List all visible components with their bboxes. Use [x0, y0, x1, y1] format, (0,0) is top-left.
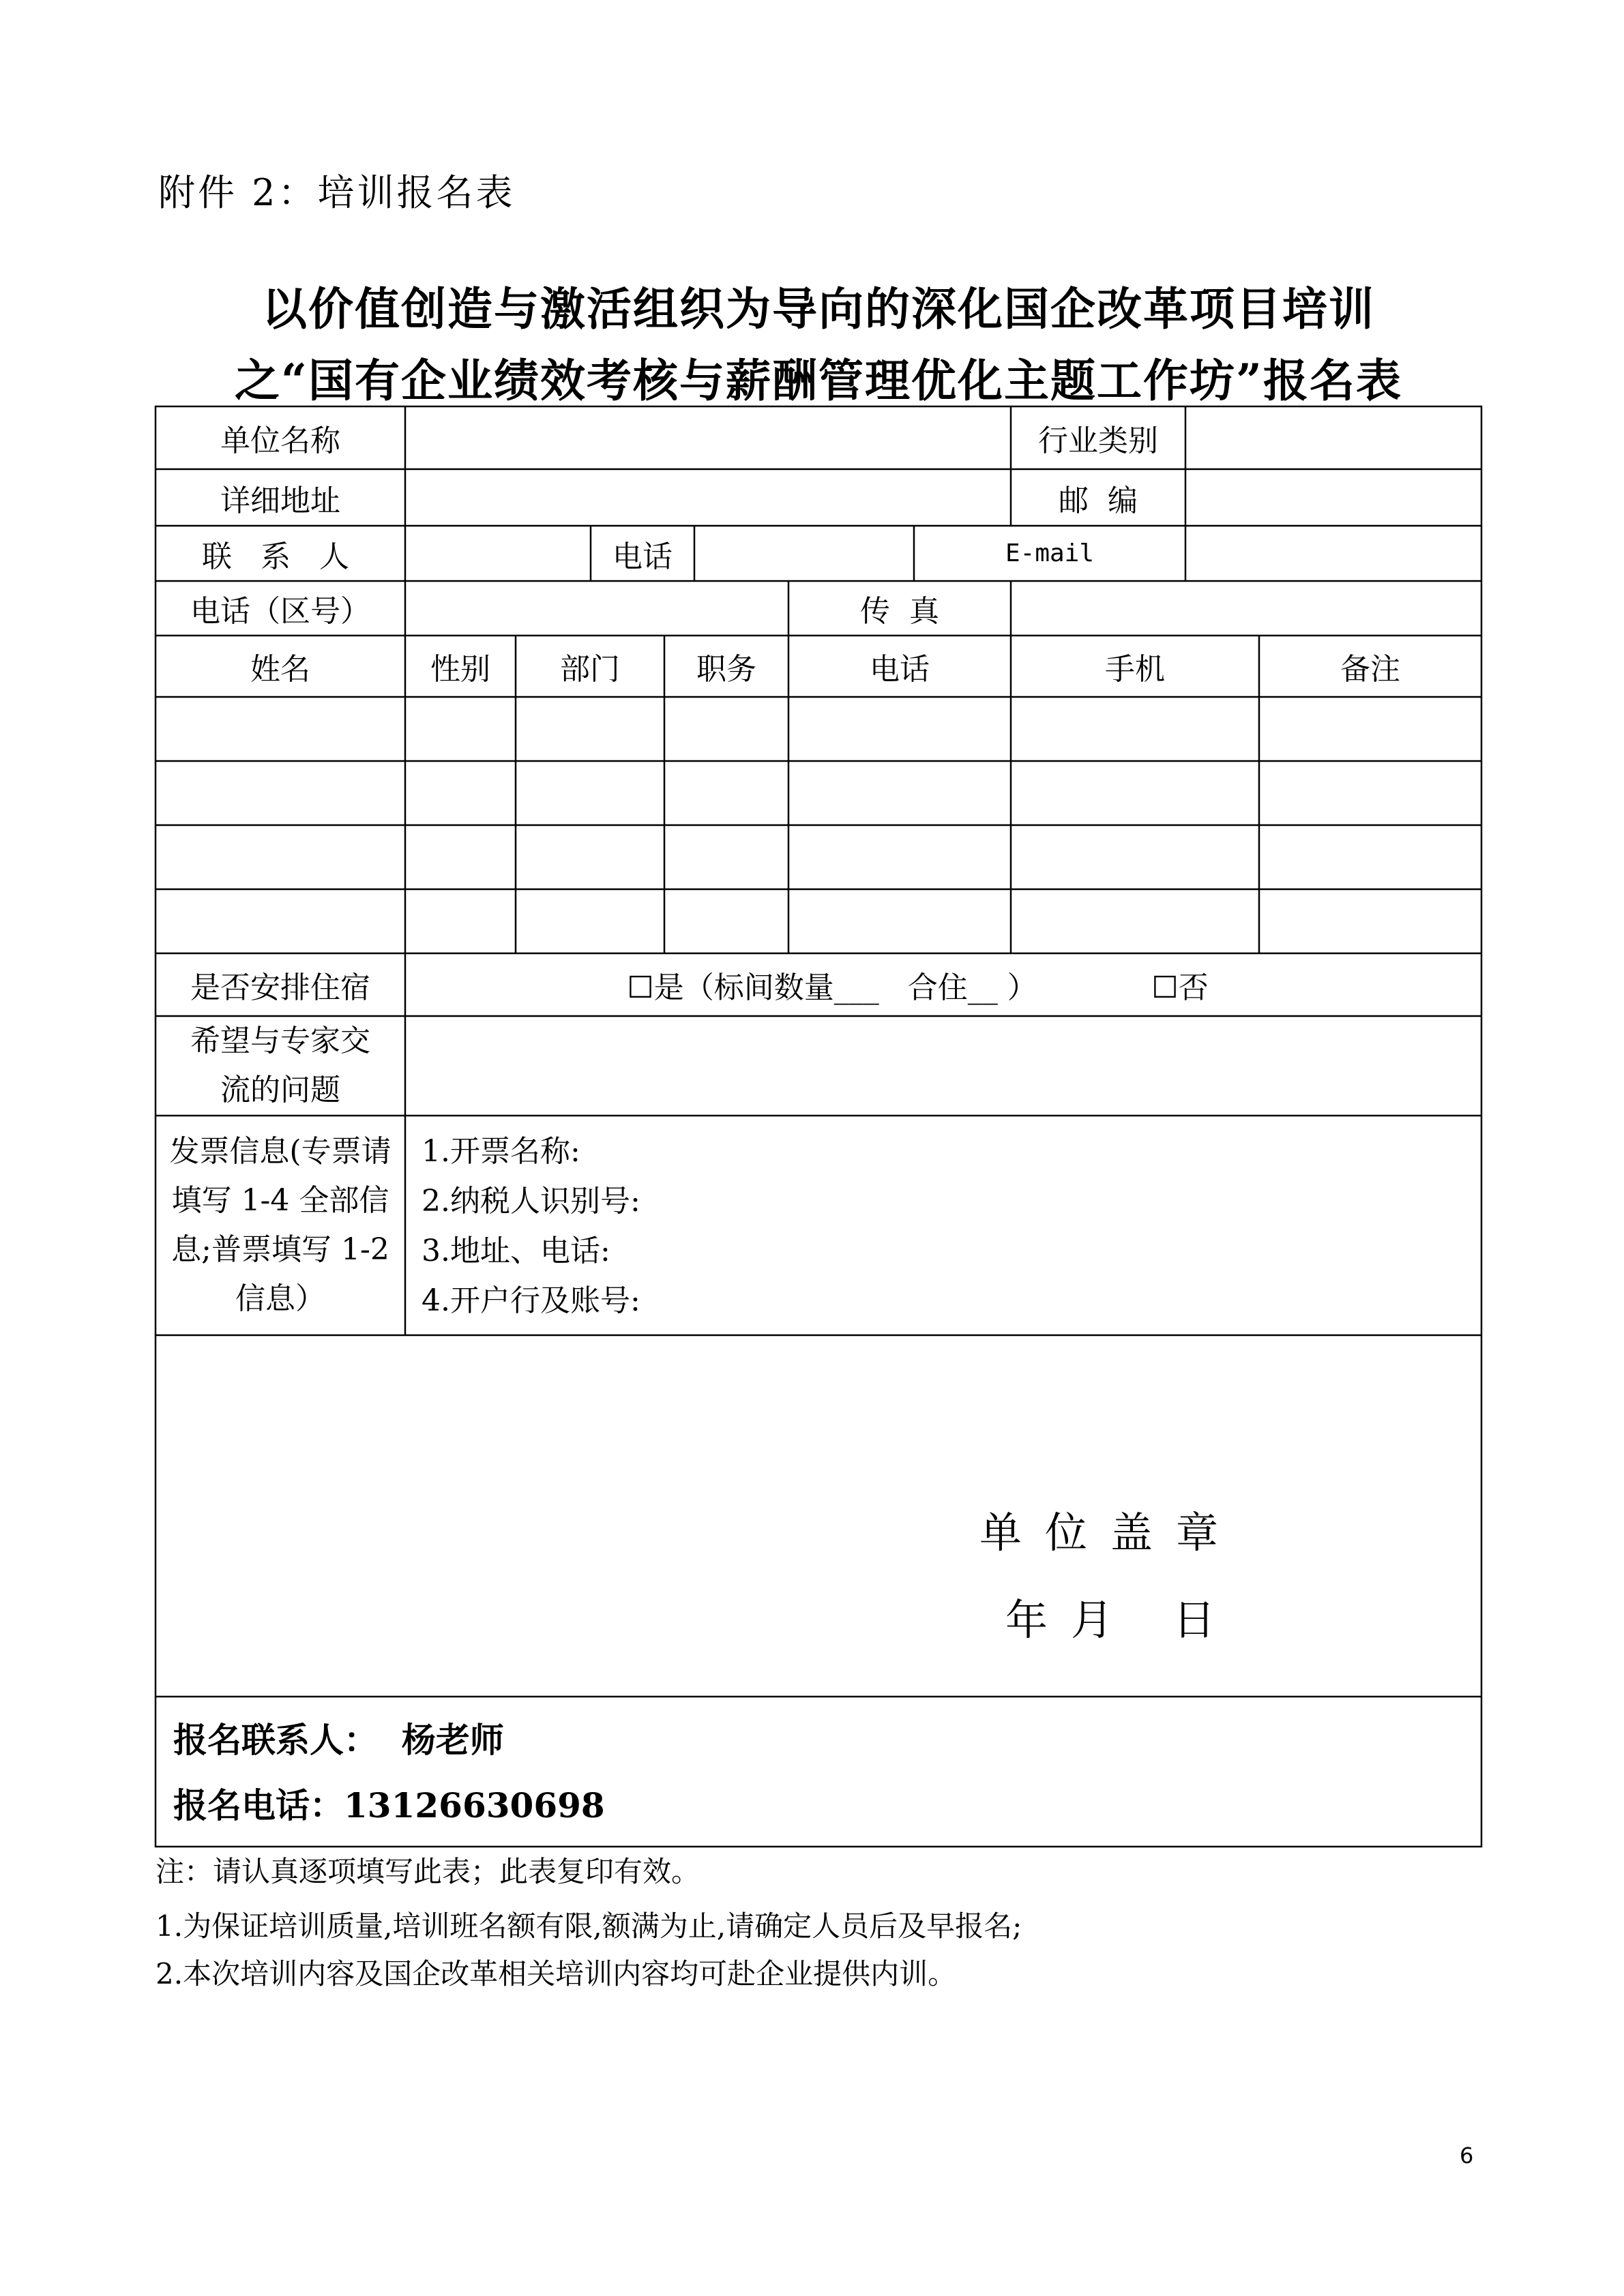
col-header-name: 姓名 — [250, 652, 310, 687]
fax-field[interactable] — [1011, 581, 1481, 636]
note-line: 1.为保证培训质量,培训班名额有限,额满为止,请确定人员后及早报名; — [156, 1909, 1022, 1943]
date-text: 年月 日 — [1005, 1595, 1239, 1645]
table-row[interactable] — [156, 761, 1481, 825]
title-line-1: 以价值创造与激活组织为导向的深化国企改革项目培训 — [262, 282, 1375, 336]
accommodation-label: 是否安排住宿 — [190, 970, 370, 1005]
area-phone-label: 电话（区号） — [190, 594, 370, 629]
table-row[interactable] — [156, 697, 1481, 761]
invoice-item: 1.开票名称: — [422, 1134, 580, 1169]
email-label: E-mail — [1005, 539, 1095, 567]
invoice-item: 2.纳税人识别号: — [422, 1184, 640, 1219]
email-field[interactable] — [1185, 526, 1481, 581]
seal-text: 单位盖章 — [979, 1508, 1242, 1557]
postcode-field[interactable] — [1185, 469, 1481, 526]
unit-name-field[interactable] — [405, 406, 1011, 469]
contact-person: 报名联系人： 杨老师 — [173, 1720, 504, 1760]
col-header-mobile: 手机 — [1105, 652, 1165, 687]
col-header-phone: 电话 — [870, 652, 930, 687]
invoice-label: 发票信息(专票请填写 1-4 全部信息;普票填写 1-2 信息） — [169, 1134, 392, 1316]
expert-questions-label: 希望与专家交流的问题 — [190, 1024, 370, 1107]
invoice-items — [422, 1127, 640, 1326]
title-line-2: 之“国有企业绩效考核与薪酬管理优化主题工作坊”报名表 — [235, 354, 1402, 407]
postcode-label: 邮 编 — [1059, 483, 1138, 518]
phone-label: 电话 — [612, 539, 673, 574]
invoice-item: 3.地址、电话: — [422, 1234, 610, 1268]
attachment-label: 附件 2：培训报名表 — [158, 171, 516, 214]
area-phone-field[interactable] — [405, 581, 788, 636]
table-row[interactable] — [156, 889, 1481, 953]
note-line: 2.本次培训内容及国企改革相关培训内容均可赴企业提供内训。 — [156, 1957, 957, 1991]
industry-label: 行业类别 — [1038, 423, 1158, 458]
col-header-position: 职务 — [696, 652, 756, 687]
accommodation-yes-option[interactable]: ☐是（标间数量___ 合住__ ） — [627, 970, 1037, 1005]
unit-name-label: 单位名称 — [220, 423, 340, 458]
col-header-remark: 备注 — [1340, 652, 1400, 687]
page-number: 6 — [1460, 2143, 1474, 2168]
contact-label: 联 系 人 — [202, 539, 359, 574]
expert-questions-field[interactable] — [405, 1016, 1481, 1116]
col-header-department: 部门 — [560, 652, 620, 687]
note-line: 注：请认真逐项填写此表；此表复印有效。 — [156, 1855, 700, 1888]
col-header-gender: 性别 — [430, 652, 490, 687]
phone-field[interactable] — [694, 526, 914, 581]
fax-label: 传 真 — [860, 594, 939, 629]
table-row[interactable] — [156, 825, 1481, 889]
address-label: 详细地址 — [220, 483, 340, 518]
accommodation-no-option[interactable]: ☐否 — [1151, 970, 1209, 1005]
invoice-item: 4.开户行及账号: — [422, 1283, 640, 1318]
contact-field[interactable] — [405, 526, 591, 581]
industry-field[interactable] — [1185, 406, 1481, 469]
contact-phone: 报名电话：13126630698 — [173, 1785, 605, 1825]
address-field[interactable] — [405, 469, 1011, 526]
